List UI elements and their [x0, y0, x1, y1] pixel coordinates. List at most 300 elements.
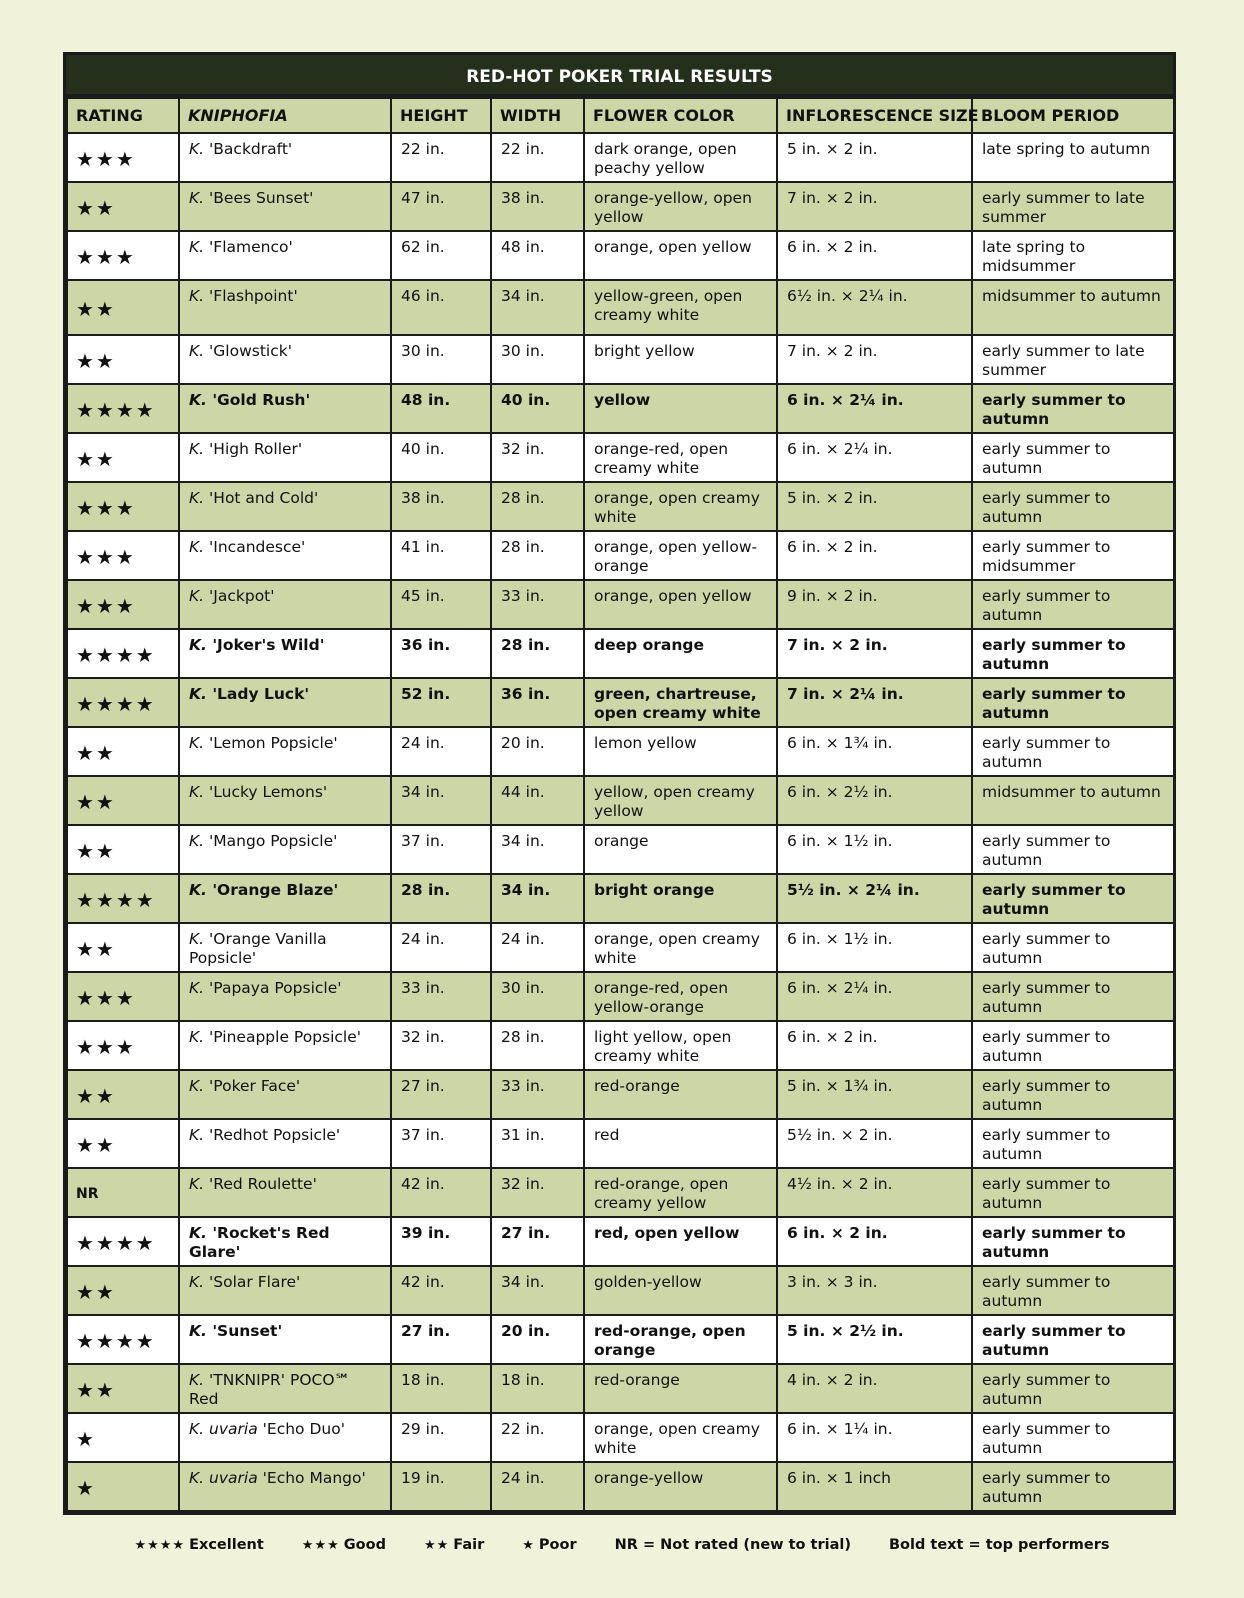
width-cell: 34 in. — [491, 874, 584, 923]
width-cell: 33 in. — [491, 1070, 584, 1119]
flower-color-cell: red-orange — [584, 1070, 777, 1119]
cultivar-cell — [179, 1217, 391, 1266]
cultivar-cell — [179, 776, 391, 825]
flower-color-cell: red-orange, open creamy yellow — [584, 1168, 777, 1217]
inflorescence-size-cell: 5 in. × 2½ in. — [777, 1315, 972, 1364]
inflorescence-size-cell: 6 in. × 1¼ in. — [777, 1413, 972, 1462]
table-row — [67, 1119, 1174, 1168]
inflorescence-size-cell: 7 in. × 2 in. — [777, 182, 972, 231]
rating-cell: ★★ — [67, 825, 179, 874]
cultivar-name: 'Gold Rush' — [212, 391, 311, 409]
rating-cell: ★★★★ — [67, 1315, 179, 1364]
legend-item — [889, 1537, 1110, 1553]
genus-prefix: K. — [189, 189, 205, 207]
cultivar-name: 'Papaya Popsicle' — [209, 979, 342, 997]
table-body — [67, 133, 1174, 1511]
cultivar-cell — [179, 1462, 391, 1511]
width-cell: 22 in. — [491, 1413, 584, 1462]
genus-prefix: K. — [189, 287, 205, 305]
width-cell: 27 in. — [491, 1217, 584, 1266]
rating-cell: ★★★ — [67, 1021, 179, 1070]
table-row — [67, 1168, 1174, 1217]
genus-prefix: K. — [189, 538, 205, 556]
width-cell: 44 in. — [491, 776, 584, 825]
cultivar-name: 'TNKNIPR' POCO℠ Red — [189, 1371, 351, 1408]
rating-cell: ★★★ — [67, 580, 179, 629]
height-cell: 40 in. — [391, 433, 491, 482]
flower-color-cell: lemon yellow — [584, 727, 777, 776]
cultivar-name: 'Hot and Cold' — [209, 489, 319, 507]
bloom-period-cell: early summer to autumn — [972, 482, 1174, 531]
height-cell: 37 in. — [391, 1119, 491, 1168]
table-row — [67, 727, 1174, 776]
bloom-period-cell: early summer to late summer — [972, 182, 1174, 231]
height-cell: 47 in. — [391, 182, 491, 231]
width-cell: 40 in. — [491, 384, 584, 433]
bloom-period-cell: midsummer to autumn — [972, 280, 1174, 335]
width-cell: 33 in. — [491, 580, 584, 629]
genus-prefix: K. — [189, 1273, 205, 1291]
height-cell: 22 in. — [391, 133, 491, 182]
width-cell: 28 in. — [491, 1021, 584, 1070]
cultivar-cell — [179, 1168, 391, 1217]
bloom-period-cell: early summer to autumn — [972, 629, 1174, 678]
height-cell: 32 in. — [391, 1021, 491, 1070]
inflorescence-size-cell: 4½ in. × 2 in. — [777, 1168, 972, 1217]
rating-cell: ★★ — [67, 1119, 179, 1168]
header-row — [67, 98, 1174, 133]
bloom-period-cell: early summer to autumn — [972, 972, 1174, 1021]
genus-prefix: K. — [189, 1028, 205, 1046]
height-cell: 39 in. — [391, 1217, 491, 1266]
rating-cell: ★★★ — [67, 531, 179, 580]
cultivar-cell — [179, 133, 391, 182]
height-cell: 62 in. — [391, 231, 491, 280]
cultivar-cell — [179, 678, 391, 727]
bloom-period-cell: early summer to autumn — [972, 1364, 1174, 1413]
legend-item — [522, 1537, 576, 1553]
flower-color-cell: orange, open creamy white — [584, 1413, 777, 1462]
genus-prefix: K. — [189, 1126, 205, 1144]
inflorescence-size-cell: 6½ in. × 2¼ in. — [777, 280, 972, 335]
table-row — [67, 433, 1174, 482]
width-cell: 22 in. — [491, 133, 584, 182]
width-cell: 28 in. — [491, 482, 584, 531]
table-row — [67, 1315, 1174, 1364]
rating-cell: ★★ — [67, 776, 179, 825]
inflorescence-size-cell: 6 in. × 1 inch — [777, 1462, 972, 1511]
bloom-period-cell: early summer to autumn — [972, 1413, 1174, 1462]
table-row — [67, 629, 1174, 678]
cultivar-cell — [179, 825, 391, 874]
rating-cell: ★★★ — [67, 231, 179, 280]
bloom-period-cell: early summer to midsummer — [972, 531, 1174, 580]
cultivar-cell — [179, 335, 391, 384]
bloom-period-cell: late spring to midsummer — [972, 231, 1174, 280]
genus-prefix: K. — [189, 930, 205, 948]
width-cell: 30 in. — [491, 335, 584, 384]
inflorescence-size-cell: 6 in. × 2 in. — [777, 531, 972, 580]
genus-prefix: K. — [189, 1077, 205, 1095]
inflorescence-size-cell: 5½ in. × 2 in. — [777, 1119, 972, 1168]
height-cell: 28 in. — [391, 874, 491, 923]
flower-color-cell: yellow-green, open creamy white — [584, 280, 777, 335]
flower-color-cell: yellow, open creamy yellow — [584, 776, 777, 825]
flower-color-cell: orange-red, open creamy white — [584, 433, 777, 482]
table-row — [67, 1413, 1174, 1462]
cultivar-name: 'Lady Luck' — [212, 685, 310, 703]
genus-prefix: K. — [189, 1371, 205, 1389]
legend-stars: ★ — [522, 1538, 535, 1553]
height-cell: 33 in. — [391, 972, 491, 1021]
legend-stars: ★★ — [423, 1538, 450, 1553]
cultivar-cell — [179, 384, 391, 433]
bloom-period-cell: early summer to late summer — [972, 335, 1174, 384]
header-height: HEIGHT — [391, 98, 491, 133]
table-row — [67, 1462, 1174, 1511]
height-cell: 18 in. — [391, 1364, 491, 1413]
height-cell: 36 in. — [391, 629, 491, 678]
cultivar-name: 'Mango Popsicle' — [209, 832, 338, 850]
cultivar-cell — [179, 1119, 391, 1168]
cultivar-name: 'Rocket's Red Glare' — [189, 1224, 330, 1261]
table-title: RED-HOT POKER TRIAL RESULTS — [66, 55, 1173, 97]
cultivar-name: 'Red Roulette' — [209, 1175, 317, 1193]
inflorescence-size-cell: 6 in. × 2¼ in. — [777, 384, 972, 433]
cultivar-cell — [179, 231, 391, 280]
rating-cell: ★★ — [67, 1070, 179, 1119]
cultivar-cell — [179, 1070, 391, 1119]
flower-color-cell: bright yellow — [584, 335, 777, 384]
rating-cell: NR — [67, 1168, 179, 1217]
table-row — [67, 335, 1174, 384]
cultivar-name: 'Bees Sunset' — [209, 189, 314, 207]
genus-prefix: K. — [189, 783, 205, 801]
flower-color-cell: orange-red, open yellow-orange — [584, 972, 777, 1021]
cultivar-name: 'Lemon Popsicle' — [209, 734, 338, 752]
inflorescence-size-cell: 6 in. × 2¼ in. — [777, 433, 972, 482]
table-row — [67, 1021, 1174, 1070]
table-row — [67, 678, 1174, 727]
bloom-period-cell: early summer to autumn — [972, 1462, 1174, 1511]
table-row — [67, 1364, 1174, 1413]
height-cell: 19 in. — [391, 1462, 491, 1511]
genus-prefix: K. — [189, 832, 205, 850]
cultivar-cell — [179, 433, 391, 482]
width-cell: 18 in. — [491, 1364, 584, 1413]
genus-prefix: K. — [189, 391, 207, 409]
inflorescence-size-cell: 9 in. × 2 in. — [777, 580, 972, 629]
legend-label: Excellent — [189, 1537, 264, 1553]
inflorescence-size-cell: 6 in. × 2 in. — [777, 1021, 972, 1070]
flower-color-cell: orange, open creamy white — [584, 923, 777, 972]
table-row — [67, 972, 1174, 1021]
cultivar-cell — [179, 531, 391, 580]
table-row — [67, 182, 1174, 231]
bloom-period-cell: early summer to autumn — [972, 678, 1174, 727]
bloom-period-cell: early summer to autumn — [972, 1315, 1174, 1364]
flower-color-cell: orange-yellow, open yellow — [584, 182, 777, 231]
table-row — [67, 580, 1174, 629]
table-row — [67, 482, 1174, 531]
inflorescence-size-cell: 5 in. × 2 in. — [777, 482, 972, 531]
cultivar-name: 'Incandesce' — [209, 538, 306, 556]
header-width: WIDTH — [491, 98, 584, 133]
genus-prefix: K. — [189, 238, 205, 256]
legend-item — [424, 1537, 484, 1553]
table-row — [67, 825, 1174, 874]
bloom-period-cell: early summer to autumn — [972, 923, 1174, 972]
flower-color-cell: yellow — [584, 384, 777, 433]
height-cell: 24 in. — [391, 727, 491, 776]
height-cell: 46 in. — [391, 280, 491, 335]
height-cell: 37 in. — [391, 825, 491, 874]
table-row — [67, 1266, 1174, 1315]
cultivar-cell — [179, 972, 391, 1021]
flower-color-cell: deep orange — [584, 629, 777, 678]
height-cell: 27 in. — [391, 1315, 491, 1364]
legend-item — [615, 1537, 851, 1553]
cultivar-name: 'Echo Duo' — [262, 1420, 345, 1438]
genus-prefix: K. — [189, 881, 207, 899]
bloom-period-cell: midsummer to autumn — [972, 776, 1174, 825]
cultivar-cell — [179, 182, 391, 231]
cultivar-name: 'Redhot Popsicle' — [209, 1126, 341, 1144]
cultivar-name: 'Jackpot' — [209, 587, 275, 605]
inflorescence-size-cell: 6 in. × 2½ in. — [777, 776, 972, 825]
table-row — [67, 1070, 1174, 1119]
rating-cell: ★★★ — [67, 133, 179, 182]
genus-prefix: K. — [189, 734, 205, 752]
width-cell: 34 in. — [491, 1266, 584, 1315]
inflorescence-size-cell: 7 in. × 2¼ in. — [777, 678, 972, 727]
inflorescence-size-cell: 7 in. × 2 in. — [777, 629, 972, 678]
height-cell: 52 in. — [391, 678, 491, 727]
cultivar-cell — [179, 874, 391, 923]
genus-prefix: K. — [189, 636, 207, 654]
rating-cell: ★★ — [67, 727, 179, 776]
flower-color-cell: golden-yellow — [584, 1266, 777, 1315]
height-cell: 42 in. — [391, 1266, 491, 1315]
cultivar-name: 'Poker Face' — [209, 1077, 301, 1095]
cultivar-cell — [179, 280, 391, 335]
table-row — [67, 384, 1174, 433]
header-flower-color: FLOWER COLOR — [584, 98, 777, 133]
bloom-period-cell: early summer to autumn — [972, 1217, 1174, 1266]
rating-cell: ★★ — [67, 182, 179, 231]
cultivar-cell — [179, 580, 391, 629]
legend-item — [302, 1537, 386, 1553]
width-cell: 38 in. — [491, 182, 584, 231]
cultivar-name: 'Backdraft' — [209, 140, 293, 158]
inflorescence-size-cell: 5 in. × 2 in. — [777, 133, 972, 182]
height-cell: 24 in. — [391, 923, 491, 972]
cultivar-cell — [179, 482, 391, 531]
width-cell: 30 in. — [491, 972, 584, 1021]
bloom-period-cell: early summer to autumn — [972, 1266, 1174, 1315]
flower-color-cell: dark orange, open peachy yellow — [584, 133, 777, 182]
table-row — [67, 231, 1174, 280]
genus-prefix: K. — [189, 489, 205, 507]
rating-cell: ★ — [67, 1462, 179, 1511]
cultivar-name: 'Glowstick' — [209, 342, 292, 360]
table-row — [67, 923, 1174, 972]
inflorescence-size-cell: 5 in. × 1¾ in. — [777, 1070, 972, 1119]
flower-color-cell: orange, open yellow — [584, 231, 777, 280]
height-cell: 42 in. — [391, 1168, 491, 1217]
width-cell: 34 in. — [491, 825, 584, 874]
rating-cell: ★★ — [67, 280, 179, 335]
cultivar-name: 'Orange Vanilla Popsicle' — [189, 930, 327, 967]
flower-color-cell: green, chartreuse, open creamy white — [584, 678, 777, 727]
rating-cell: ★★★★ — [67, 1217, 179, 1266]
inflorescence-size-cell: 6 in. × 2¼ in. — [777, 972, 972, 1021]
legend-label: Fair — [453, 1537, 485, 1553]
bloom-period-cell: early summer to autumn — [972, 727, 1174, 776]
height-cell: 30 in. — [391, 335, 491, 384]
width-cell: 34 in. — [491, 280, 584, 335]
inflorescence-size-cell: 6 in. × 1½ in. — [777, 923, 972, 972]
cultivar-name: 'Flashpoint' — [209, 287, 298, 305]
genus-prefix: K. — [189, 440, 205, 458]
cultivar-name: 'Lucky Lemons' — [209, 783, 328, 801]
rating-cell: ★★★★ — [67, 678, 179, 727]
inflorescence-size-cell: 4 in. × 2 in. — [777, 1364, 972, 1413]
genus-prefix: K. — [189, 1322, 207, 1340]
rating-cell: ★★★★ — [67, 384, 179, 433]
header-inflorescence-size: INFLORESCENCE SIZE — [777, 98, 972, 133]
genus-prefix: K. — [189, 979, 205, 997]
bloom-period-cell: early summer to autumn — [972, 874, 1174, 923]
cultivar-cell — [179, 1021, 391, 1070]
width-cell: 24 in. — [491, 923, 584, 972]
cultivar-cell — [179, 1315, 391, 1364]
height-cell: 41 in. — [391, 531, 491, 580]
inflorescence-size-cell: 6 in. × 1¾ in. — [777, 727, 972, 776]
cultivar-cell — [179, 629, 391, 678]
cultivar-name: 'High Roller' — [209, 440, 303, 458]
legend-item — [134, 1537, 263, 1553]
height-cell: 29 in. — [391, 1413, 491, 1462]
width-cell: 31 in. — [491, 1119, 584, 1168]
rating-cell: ★★ — [67, 433, 179, 482]
bloom-period-cell: late spring to autumn — [972, 133, 1174, 182]
width-cell: 28 in. — [491, 531, 584, 580]
cultivar-name: 'Echo Mango' — [262, 1469, 366, 1487]
height-cell: 34 in. — [391, 776, 491, 825]
genus-prefix: K. uvaria — [189, 1469, 258, 1487]
width-cell: 28 in. — [491, 629, 584, 678]
cultivar-name: 'Flamenco' — [209, 238, 293, 256]
rating-cell: ★★★★ — [67, 874, 179, 923]
cultivar-cell — [179, 1413, 391, 1462]
legend-label: NR = Not rated (new to trial) — [614, 1537, 851, 1553]
flower-color-cell: red — [584, 1119, 777, 1168]
bloom-period-cell: early summer to autumn — [972, 1021, 1174, 1070]
width-cell: 20 in. — [491, 1315, 584, 1364]
rating-cell: ★ — [67, 1413, 179, 1462]
cultivar-cell — [179, 923, 391, 972]
rating-cell: ★★ — [67, 1364, 179, 1413]
cultivar-cell — [179, 1266, 391, 1315]
bloom-period-cell: early summer to autumn — [972, 1119, 1174, 1168]
bloom-period-cell: early summer to autumn — [972, 1168, 1174, 1217]
height-cell: 45 in. — [391, 580, 491, 629]
rating-cell: ★★ — [67, 335, 179, 384]
cultivar-name: 'Joker's Wild' — [212, 636, 325, 654]
header-rating: RATING — [67, 98, 179, 133]
rating-cell: ★★★★ — [67, 629, 179, 678]
inflorescence-size-cell: 6 in. × 2 in. — [777, 231, 972, 280]
width-cell: 24 in. — [491, 1462, 584, 1511]
inflorescence-size-cell: 5½ in. × 2¼ in. — [777, 874, 972, 923]
inflorescence-size-cell: 7 in. × 2 in. — [777, 335, 972, 384]
flower-color-cell: light yellow, open creamy white — [584, 1021, 777, 1070]
rating-cell: ★★★ — [67, 972, 179, 1021]
width-cell: 36 in. — [491, 678, 584, 727]
rating-cell: ★★ — [67, 1266, 179, 1315]
inflorescence-size-cell: 6 in. × 2 in. — [777, 1217, 972, 1266]
trial-results-table — [66, 97, 1175, 1512]
flower-color-cell: orange, open yellow-orange — [584, 531, 777, 580]
flower-color-cell: orange — [584, 825, 777, 874]
bloom-period-cell: early summer to autumn — [972, 384, 1174, 433]
width-cell: 48 in. — [491, 231, 584, 280]
width-cell: 32 in. — [491, 433, 584, 482]
flower-color-cell: orange, open creamy white — [584, 482, 777, 531]
flower-color-cell: red-orange — [584, 1364, 777, 1413]
rating-cell: ★★★ — [67, 482, 179, 531]
trial-results-table-frame — [63, 52, 1176, 1515]
cultivar-name: 'Orange Blaze' — [212, 881, 339, 899]
height-cell: 48 in. — [391, 384, 491, 433]
legend-stars: ★★★★ — [134, 1538, 186, 1553]
table-row — [67, 1217, 1174, 1266]
table-row — [67, 280, 1174, 335]
table-row — [67, 874, 1174, 923]
header-kniphofia: KNIPHOFIA — [179, 98, 391, 133]
genus-prefix: K. — [189, 140, 205, 158]
height-cell: 38 in. — [391, 482, 491, 531]
table-row — [67, 531, 1174, 580]
bloom-period-cell: early summer to autumn — [972, 433, 1174, 482]
bloom-period-cell: early summer to autumn — [972, 580, 1174, 629]
table-row — [67, 776, 1174, 825]
cultivar-name: 'Solar Flare' — [209, 1273, 301, 1291]
table-row — [67, 133, 1174, 182]
bloom-period-cell: early summer to autumn — [972, 825, 1174, 874]
header-bloom-period: BLOOM PERIOD — [972, 98, 1174, 133]
legend-label: Good — [343, 1537, 386, 1553]
flower-color-cell: orange, open yellow — [584, 580, 777, 629]
genus-prefix: K. — [189, 1224, 207, 1242]
width-cell: 32 in. — [491, 1168, 584, 1217]
cultivar-name: 'Sunset' — [212, 1322, 283, 1340]
flower-color-cell: bright orange — [584, 874, 777, 923]
cultivar-cell — [179, 727, 391, 776]
legend-stars: ★★★ — [301, 1538, 340, 1553]
height-cell: 27 in. — [391, 1070, 491, 1119]
genus-prefix: K. — [189, 587, 205, 605]
flower-color-cell: red-orange, open orange — [584, 1315, 777, 1364]
genus-prefix: K. — [189, 342, 205, 360]
genus-prefix: K. uvaria — [189, 1420, 258, 1438]
genus-prefix: K. — [189, 685, 207, 703]
rating-legend — [0, 1537, 1244, 1553]
flower-color-cell: red, open yellow — [584, 1217, 777, 1266]
legend-label: Bold text = top performers — [888, 1537, 1110, 1553]
bloom-period-cell: early summer to autumn — [972, 1070, 1174, 1119]
